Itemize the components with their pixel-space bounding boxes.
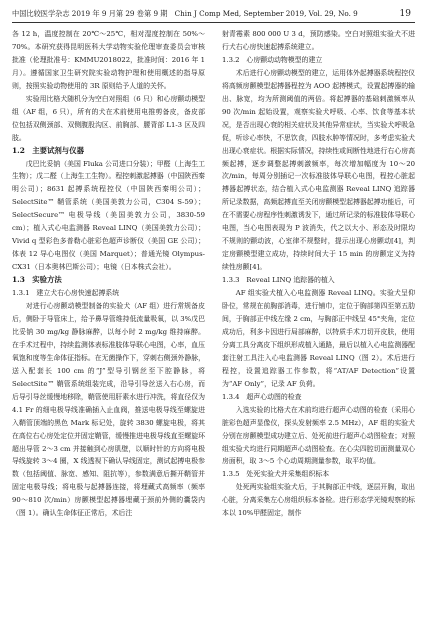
- paragraph: 入选实验的比格犬在术前均进行超声心动图的检查（采用心脏彩色超声显像仪，探头发射频率 2.5 MHz），AF 组的实验犬分别在房颤模型成功建立后、处死前进行超声心动图检查；对照组实验犬均进行同期超声心动图检查。在心尖四腔切面测量双心房面积，取 3～5 个心动周期测量参数，取平均值。: [222, 405, 415, 466]
- subsection-heading: 1.3.1 建立犬右心房快速起搏系统: [12, 289, 120, 298]
- page-number: 19: [399, 9, 411, 19]
- left-column: [12, 28, 205, 520]
- subsection-heading: 1.3.2 心房颤动动物模型的建立: [222, 55, 323, 64]
- subsection-heading: 1.3.3 Reveal LINQ 追踪器的植入: [222, 276, 335, 285]
- paragraph: AF 组实验犬植入心电监测器 Reveal LINQ。实验犬呈仰卧位，常规在前胸部消毒，进行铺巾，定位于胸部第四至第五肋间，于胸部正中线左缘 2 cm，与胸部正中线呈 45°夹角，定位成功后，利多卡因进行局部麻醉，以特质手术刀切开皮肤，使用分离工具分离皮下组织形成植入通路，最后以植入心电监测器配套注射工具注入心电监测器 Reveal LINQ（图 2）。术后进行程控，设置追踪器工作参数，将“AT/AF Detection”设置为“AF Only”，记录 AF 负荷。: [222, 289, 415, 388]
- section-heading: 1.2 主要试剂与仪器: [12, 145, 84, 155]
- paragraph: 处死两实验组实验犬后，于其胸部正中线，逐层开胸，取出心脏，分离采集左心房组织标本备检。进行形态学光镜观察的标本以 10%甲醛固定，制作: [222, 483, 415, 518]
- subsection-heading: 1.3.5 处死实验犬并采集组织标本: [222, 470, 330, 479]
- running-header: [12, 6, 415, 22]
- paragraph: 戊巴比妥钠（美国 Fluka 公司进口分装）；甲醛（上海生工生物）；戊二醛（上海生工生物）。程控刺激起搏器（中国陕西秦明公司）；8631 起搏系统程控仪（中国陕西秦明公司）；SelectSite™ 鞘管系统（美国美敦力公司，C304 S-59）；SelectSecure™ 电极导线（美国美敦力公司，3830-59 cm）；植入式心电监测器 Reveal LINQ（美国美敦力公司）；Vivid q 型彩色多普勒心脏彩色超声诊断仪（美国 GE 公司）；体表 12 导心电图仪（美国 Marquet）；普通光镜 Olympus-CX31（日本奥林巴斯公司）；电镜（日本株式会社）。: [12, 159, 205, 272]
- paragraph: 对进行心房颤动模型制备的实验犬（AF 组）进行常规备皮后，侧卧于导管床上，给予鼻导管维持低流量吸氧，以 3%戊巴比妥钠 30 mg/kg 静脉麻醉，以每小时 2 mg/kg 维持麻醉。在手术过程中，持续监测体表标准肢体导联心电图，心率，血压氧饱和度等生命体征指标。在无菌操作下，穿刺右侧颈外静脉，送入配套长 100 cm 的“J”型导引钢丝至下腔静脉，将 SelectSite™ 鞘管系统组装完成，沿导引导丝送入右心房，而后导引导丝缓慢地移除，鞘管使用肝素水进行冲洗，将直径仅为 4.1 Fr 的细电极导线准确插入止血阀，推送电极导线至螺旋进入鞘管顶端的黑色 Mark 标记处，旋转 3830 螺旋电极，将其在高位右心房处定位并固定鞘管，缓慢推进电极导线直至螺旋环超出导管 2～3 cm 并接触到心房肌壁，以顺时针的方向将电极导线旋转 3～4 圈，X 线透视下确认导线固定，测试起搏电极参数（包括阈值、脉宽、感知、阻抗等），参数满意后撕开鞘管并固定电极导线；将电极与起搏器连接，将埋藏式高频率（频率 90～810 次/min）房颤模型起搏器埋藏于颈前外侧的囊袋内（图 1）。确认生命体征正常后，术后注: [12, 302, 205, 518]
- paragraph: 各 12 h，温度控制在 20℃～25℃，相对湿度控制在 50%～70%。本研究获得昆明医科大学动物实验伦理审查委员会审核批准（伦理批准号：KMMU2018022，批准时间：2016 年 1 月）。遵循国家卫生研究院实验动物护理和使用概述的指导原则，按照实验动物使用的 3R 原则给予人道的关怀。: [12, 30, 205, 90]
- paragraph: 射青霉素 800 000 U 3 d，预防感染。空白对照组实验犬不进行犬右心房快速起搏系统建立。: [222, 30, 415, 51]
- paragraph: 实验用比格犬随机分为空白对照组（6 只）和心房颤动模型组（AF 组，6 只），所有的犬在术前使用电推剪备皮，备皮部位包括双侧颈部、双侧腹股沟区、前胸部、腰背部 L1-3 区及四肢。: [12, 94, 205, 142]
- right-column: [222, 28, 415, 520]
- subsection-heading: 1.3.4 超声心动图的检查: [222, 392, 302, 401]
- header-divider: [12, 22, 415, 23]
- section-heading: 1.3 实验方法: [12, 275, 62, 285]
- journal-citation: 中国比较医学杂志 2019 年 9 月第 29 卷第 9 期 Chin J Comp Med, September 2019, Vol. 29, No. 9: [12, 9, 358, 18]
- paragraph: 术后进行心房颤动模型的建立，运用体外起搏器系统程控仪将高频房颤模型起搏器程控为 AOO 起搏模式，设置起搏器的输出、脉宽，均为所测阈值的两倍。将起搏器的基础刺激频率从 90 次/min 起始设置，观察实验犬呼吸、心率、饮食等基本状况，是否出现心衰的相关症状及其他异常症状，当实验犬呼吸急促，听诊心率快，不思饮食，四肢水肿等情况时，多考虑实验犬出现心衰症状。根据实际情况，持续性或间断性地进行右心房高频起搏，逐步调整起搏刺激频率，每次增加幅度为 10～20 次/min，每周分别插记一次标准肢体导联心电图，程控心脏起搏器起搏状态，结合植入式心电监测器 Reveal LINQ 追踪器所记录数据，高频起搏直至关闭房颤模型起搏器起搏功能后，可在不需要心房程序性刺激诱发下，通过所记录的标准肢体导联心电图，当心电图表现为 P 波消失，代之以大小、形态及时限均不规则的颤动波，心室律不规整时，提示出现心房颤动[4]，判定房颤模型建立成功，持续时间大于 15 min 的房颤定义为持续性房颤[4]。: [222, 68, 415, 272]
